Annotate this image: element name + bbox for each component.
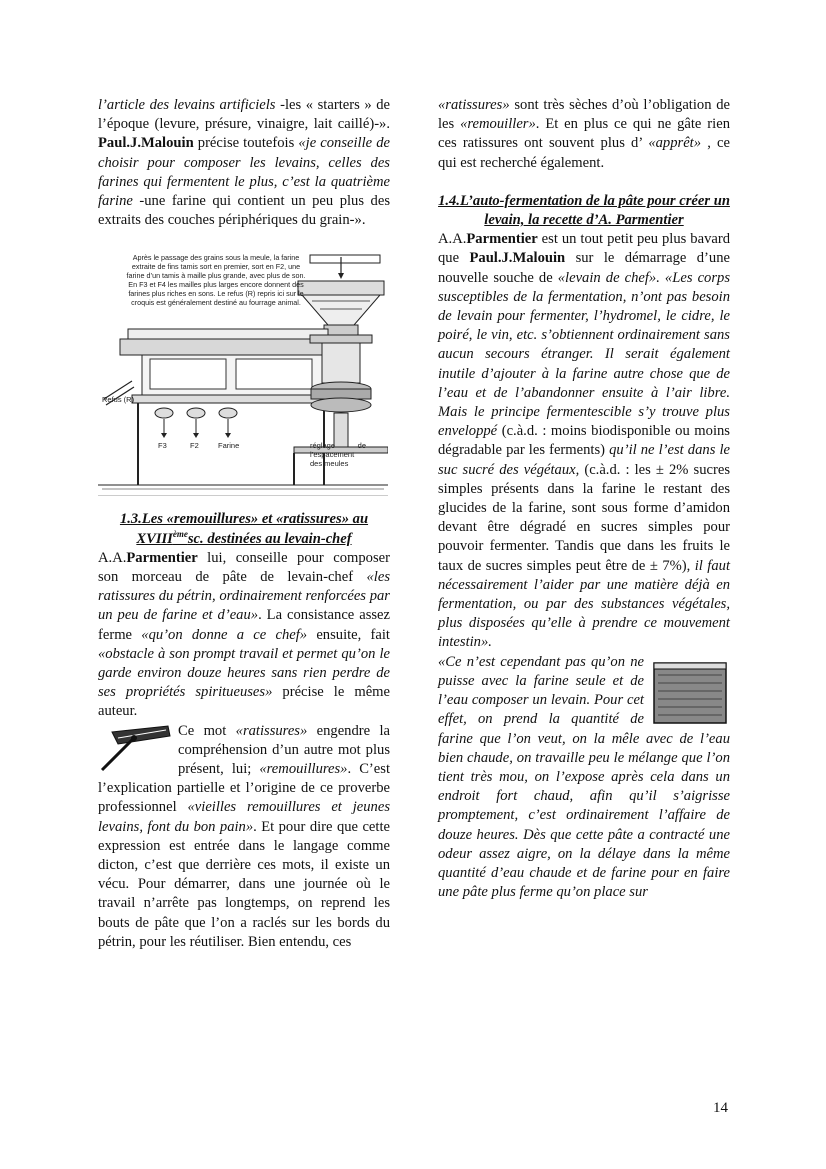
quote: «les ratissures du pétrin, ordinairement renforcées par un peu de farine et d’eau» <box>98 569 390 624</box>
text: . Et en plus ce qui ne gâte rien ces ratissures ont souvent plus d’ <box>438 116 730 152</box>
figure-label-reglage: réglage de l’espacement des meules <box>310 441 366 469</box>
text: . La consistance assez ferme <box>98 607 391 643</box>
quote: «vieilles remouillures et jeunes levains, font du bon pain» <box>98 799 390 835</box>
quote: «ratissures» <box>235 722 308 739</box>
text: -une farine qui contient un peu plus des extraits des couches périphériques du grain-». <box>98 193 390 229</box>
quote: «qu’on donne a ce chef» <box>141 626 308 643</box>
paragraph <box>438 96 730 173</box>
text: est un tout petit peu plus bavard que <box>438 231 730 267</box>
author-name: Paul.J.Malouin <box>469 250 566 267</box>
text: Ce mot <box>178 722 236 739</box>
paragraph <box>438 230 730 652</box>
author-name: Parmentier <box>466 231 538 248</box>
text: sur le démarrage d’une nouvelle souche de <box>438 250 730 286</box>
quote: «ratissures» <box>438 97 510 113</box>
figure-label-f2: F2 <box>190 441 199 451</box>
quote: «obstacle à son prompt travail et permet qu’on le garde environ douze heures sans rien perdre de ses propriétés spiritueuses» <box>98 645 390 701</box>
quote: «Ce n’est cependant pas qu’on ne puisse avec la farine seule et de l’eau composer un levain. Pour cet effet, on prend la quantité de farine que l’on veut, on la mêle avec de l’eau bien chaude, on travaille peu le mélange que l’on tient très mou, on l’expose après cela dans un endroit fort chaud, afin qu’il s’aigrisse promptement, c’est ordinairement l’affaire de douze heures. Dès que cette pâte a contracté une odeur assez aigre, on la délaye dans la même quantité d’eau chaude et de farine pour en faire une pâte plus ferme qu’on place sur <box>438 653 730 901</box>
author-name: Paul.J.Malouin <box>98 135 194 152</box>
section-heading <box>98 510 390 548</box>
text: lui, conseille pour composer son morceau de pâte de levain-chef <box>98 549 390 586</box>
left-column <box>98 96 390 952</box>
quote: «apprêt» <box>648 135 702 152</box>
text: . Et pour dire que cette expression est entrée dans le langage comme dicton, c’est que derrière ces mots, il existe un vécu. Pour démarrer, dans une journée où le travail n’arrête pas longtemps, on reprend les bouts de pâte que l’on a raclés sur les bords du pétrin, pour les réutiliser. Bien entendu, ces <box>98 818 390 950</box>
paragraph <box>98 722 390 952</box>
author-name: Parmentier <box>126 549 198 566</box>
text: précise toutefois <box>193 135 299 152</box>
text: A.A. <box>438 231 467 248</box>
text-italic: l’article des levains artificiels <box>98 97 276 113</box>
scraper-tool-illustration <box>98 724 172 774</box>
text: (c.à.d. : moins biodisponible ou moins dégradable par les ferments) <box>438 423 730 459</box>
quote: «remouillures» <box>259 761 348 778</box>
text: (c.à.d. : les ± 2% sucres simples présents dans la farine le restant des glucides de la farine, sont sous forme d’amidon devant être dégradé en sucres simples pour pouvoir fermenter. Tandis que dans les fruits le taux de sucres simples peut être de ± 7%), <box>438 461 730 574</box>
paragraph <box>98 549 390 722</box>
quote: «levain de chef». «Les corps susceptibles de la fermentation, n’ont pas besoin de levain pour fermenter, l’hydromel, le cidre, le poiré, le vin, etc. s’obtiennent ordinairement sans aucun secours étranger. Il serait également inutile d’ajouter à la farine autre chose que de l’eau et de l’abandonner ensuite à l’air libre. Mais le principe fermentescible s’y trouve plus enveloppé <box>438 269 730 440</box>
figure-label-refus: Refus (R) <box>102 395 135 405</box>
figure-caption: Après le passage des grains sous la meule, la farine extraite de fins tamis sort en premier, sort en F2, une farine d’un tamis à maille plus grande, avec plus de son. En F3 et F4 les mailles plus larges encore donnent des farines plus riches en sons. Le refus (R) repris ici sur le croquis est généralement destiné au fourrage animal. <box>126 253 306 308</box>
quote: qu’il ne l’est dans le suc sucré des végétaux, <box>438 442 730 478</box>
text: -les « starters » de l’époque (levure, présure, vinaigre, lait caillé)-». <box>98 97 391 133</box>
paragraph <box>438 653 730 903</box>
quote: «remouiller» <box>460 116 536 133</box>
dough-illustration <box>650 657 730 727</box>
text: précise le même auteur. <box>98 684 391 720</box>
quote: il faut nécessairement l’aider par une matière déjà en fermentation, ou par des substances végétales, plus disposées qu’elle à prendre ce mouvement intestin». <box>438 557 730 651</box>
heading-text: sc. destinées au levain-chef <box>187 530 352 547</box>
right-column <box>438 96 730 902</box>
text: . C’est l’explication partielle et l’origine de ce proverbe professionnel <box>98 761 390 816</box>
text: ensuite, fait <box>307 626 390 643</box>
figure-label-f3: F3 <box>158 441 167 451</box>
heading-superscript: ème <box>172 528 188 539</box>
paragraph <box>98 96 390 230</box>
mill-diagram-figure <box>98 249 388 496</box>
text: sont très sèches d’où l’obligation de les <box>438 97 730 133</box>
page-number: 14 <box>713 1100 728 1116</box>
figure-label-farine: Farine <box>218 441 240 451</box>
text: , ce qui est recherché également. <box>438 135 731 171</box>
section-heading: 1.4.L’auto-fermentation de la pâte pour créer un levain, la recette d’A. Parmentier <box>438 192 730 229</box>
text: engendre la compréhension d’un autre mot plus présent, lui; <box>178 722 391 778</box>
quote: «je conseille de choisir pour composer les levains, celles des farines qui fermentent le plus, c’est la quatrième farine <box>98 135 390 210</box>
text: A.A. <box>98 549 127 566</box>
heading-text: 1.3.Les «remouillures» et «ratissures» au XVIII <box>119 511 369 547</box>
